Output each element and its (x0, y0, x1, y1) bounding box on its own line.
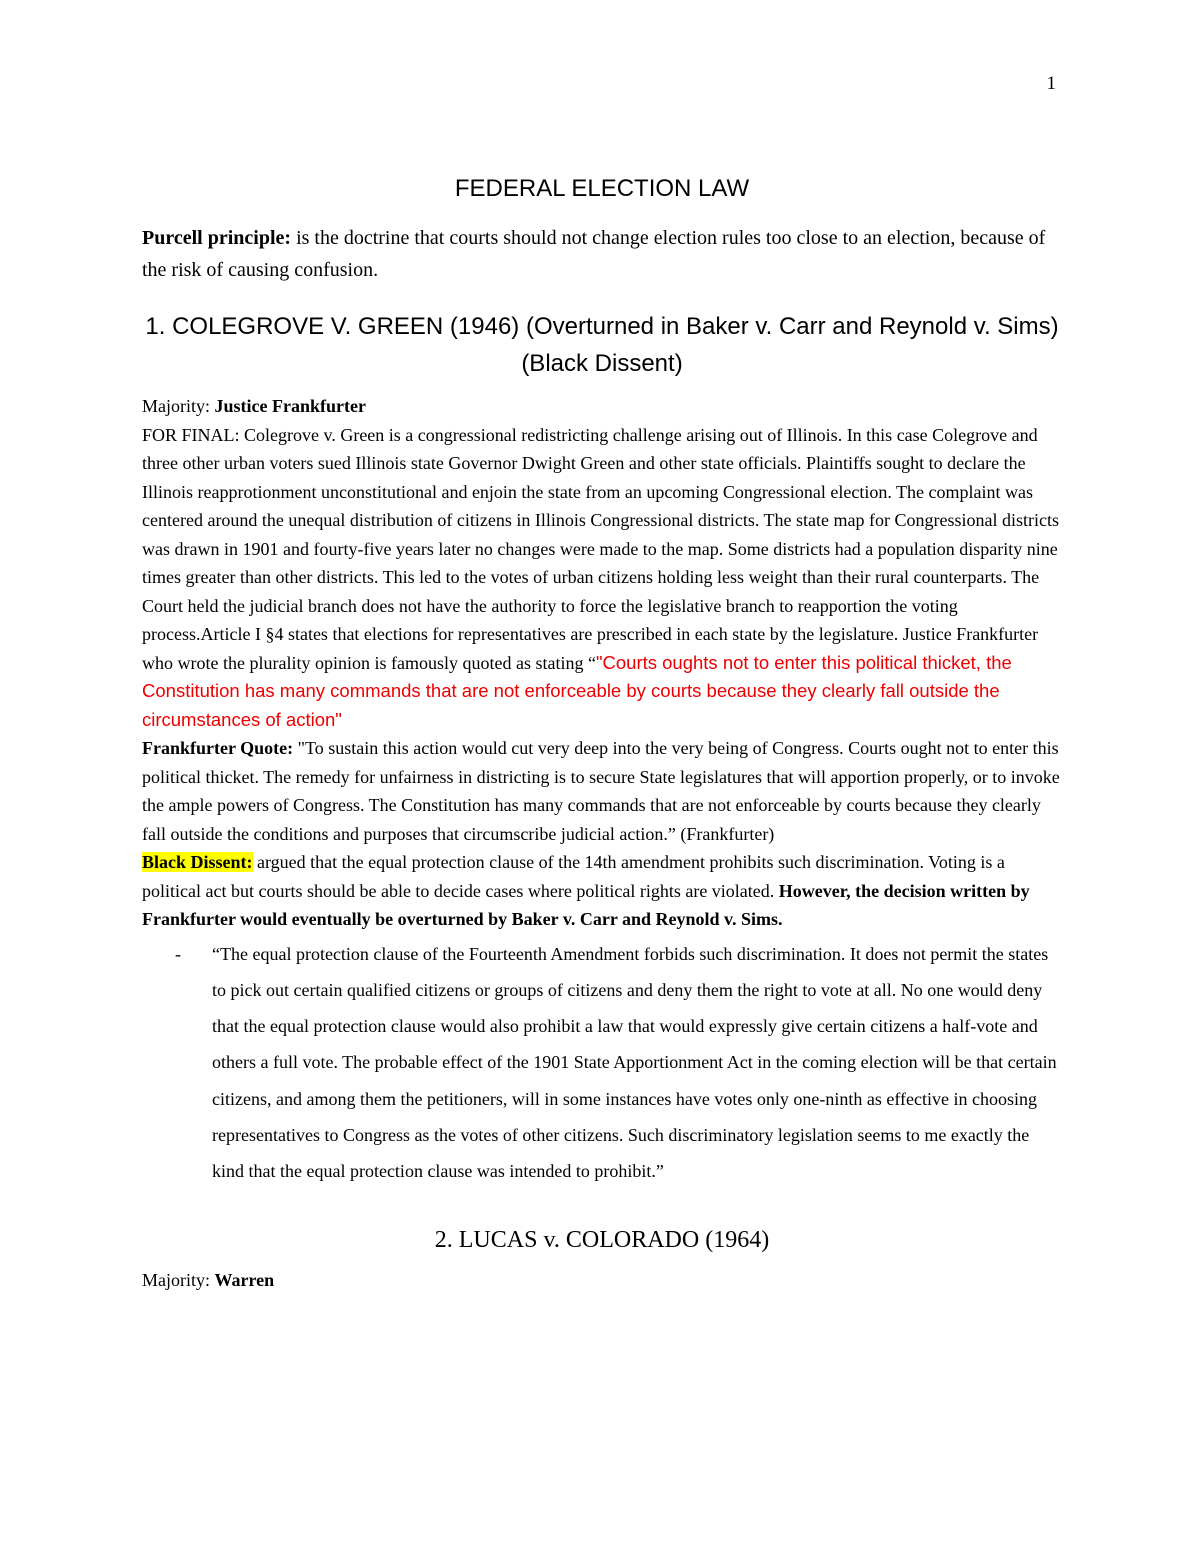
frankfurter-quote-label: Frankfurter Quote: (142, 738, 294, 758)
purcell-term: Purcell principle: (142, 227, 292, 249)
majority-label: Majority: (142, 1269, 215, 1290)
document-title: FEDERAL ELECTION LAW (454, 175, 750, 202)
black-dissent-bold-text: However, the decision written by Frankfurter would eventually be overturned by Baker v. Carr and Reynold v. Sims. (142, 880, 1030, 929)
section-1-summary (142, 421, 1062, 735)
black-dissent-quote: “The equal protection clause of the Fourteenth Amendment forbids such discrimination. It does not permit the states to pick out certain qualified citizens or groups of citizens and deny them the right to vote at all. No one would deny that the equal protection clause would also prohibit a law that would expressly give certain citizens a half-vote and others a full vote. The probable effect of the 1901 State Apportionment Act in the coming election will be that certain citizens, and among them the petitioners, will in some instances have votes only one-ninth as effective in choosing representatives to Congress as the votes of other citizens. Such discriminatory legislation seems to me exactly the kind that the equal protection clause was intended to prohibit.” (212, 943, 1057, 1182)
list-item (142, 936, 1062, 1190)
section-1-majority (142, 392, 1062, 421)
frankfurter-quote-paragraph (142, 734, 1062, 848)
purcell-principle-paragraph (142, 222, 1062, 286)
section-1-heading (142, 308, 1062, 382)
majority-label: Majority: (142, 396, 215, 416)
majority-justice: Justice Frankfurter (214, 396, 366, 416)
summary-text: FOR FINAL: Colegrove v. Green is a congressional redistricting challenge arising out of Illinois. In this case Colegrove and three other urban voters sued Illinois state Governor Dwight Green and other state officials. Plaintiffs sought to declare the Illinois reapprotionment unconstitutional and enjoin the state from an upcoming Congressional election. The complaint was centered around the unequal distribution of citizens in Illinois Congressional districts. The state map for Congressional districts was drawn in 1901 and fourty-five years later no changes were made to the map. Some districts had a population disparity nine times greater than other districts. This led to the votes of urban citizens holding less weight than their rural counterparts. The Court held the judicial branch does not have the authority to force the legislative branch to reapportion the voting process.Article I §4 states that elections for representatives are prescribed in each state by the legislature. Justice Frankfurter who wrote the plurality opinion is famously quoted as stating “ (142, 424, 1059, 673)
section-2-majority (142, 1266, 1062, 1295)
black-dissent-label: Black Dissent: (142, 852, 253, 872)
majority-justice: Warren (214, 1269, 275, 1290)
dissent-quote-list (142, 936, 1062, 1190)
black-dissent-text: argued that the equal protection clause of the 14th amendment prohibits such discrimination. Voting is a political act but courts should be able to decide cases where political rights are violated. (142, 852, 1005, 901)
bullet-dash: - (175, 943, 181, 964)
purcell-definition: is the doctrine that courts should not change election rules too close to an election, because of the risk of causing confusion. (142, 227, 1046, 281)
section-2-heading: 2. LUCAS v. COLORADO (1964) (434, 1226, 770, 1253)
section-1-number: 1. (145, 313, 166, 340)
section-1-title: COLEGROVE V. GREEN (1946) (Overturned in Baker v. Carr and Reynold v. Sims) (Black Dissent) (172, 313, 1059, 377)
frankfurter-quote-text: "To sustain this action would cut very deep into the very being of Congress. Courts ought not to enter this political thicket. The remedy for unfairness in districting is to secure State legislatures that will apportion properly, or to invoke the ample powers of Congress. The Constitution has many commands that are not enforceable by courts because they clearly fall outside the conditions and purposes that circumscribe judicial action.” (Frankfurter) (142, 738, 1060, 844)
page-number: 1 (1046, 73, 1056, 94)
document-body (142, 170, 1062, 1294)
red-highlighted-quote: "Courts oughts not to enter this political thicket, the Constitution has many commands that are not enforceable by courts because they clearly fall outside the circumstances of action" (142, 651, 1012, 730)
black-dissent-paragraph (142, 848, 1062, 934)
